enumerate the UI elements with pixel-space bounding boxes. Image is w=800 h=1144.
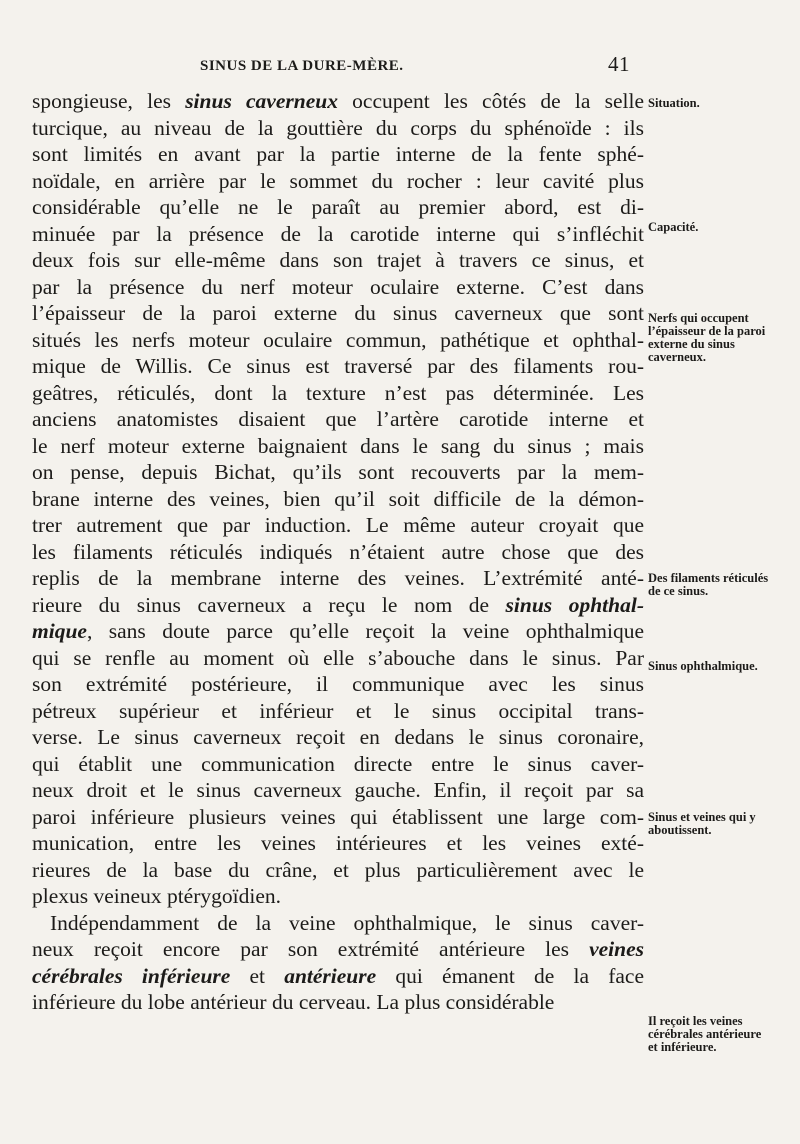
text-run: neux reçoit encore par son extrémité antérieure les xyxy=(32,937,590,961)
text-run: deux fois sur elle-même dans son trajet à travers ce sinus, et xyxy=(32,248,644,272)
text-line xyxy=(32,804,644,831)
text-line xyxy=(32,565,644,592)
text-run: et xyxy=(230,963,285,988)
text-run: minuée par la présence de la carotide interne qui s’infléchit xyxy=(32,221,644,246)
main-text-block xyxy=(32,88,644,1016)
text-line xyxy=(32,300,644,327)
italic-term: antérieure xyxy=(284,963,377,988)
text-line xyxy=(32,698,644,725)
margin-note: Sinus et veines qui y aboutissent. xyxy=(648,810,756,837)
text-line xyxy=(32,751,644,778)
margin-note: Nerfs qui occupent l’épaisseur de la paroi externe du sinus caverneux. xyxy=(648,311,766,364)
text-run: considérable qu’elle ne le paraît au premier abord, est di- xyxy=(32,195,644,219)
text-run: plexus veineux ptérygoïdien. xyxy=(32,884,281,908)
italic-term: cérébrales inférieure xyxy=(32,963,231,988)
text-run: munication, entre les veines intérieures et les veines exté- xyxy=(32,831,644,855)
text-line xyxy=(32,883,644,910)
text-run: on pense, depuis Bichat, qu’ils sont recouverts par la mem- xyxy=(32,460,644,484)
text-line xyxy=(32,671,644,698)
text-line xyxy=(32,910,644,937)
text-line xyxy=(32,539,644,566)
text-line xyxy=(32,353,644,380)
text-run: pétreux supérieur et inférieur et le sinus occipital trans- xyxy=(32,698,644,723)
text-run: verse. Le sinus caverneux reçoit en dedans le sinus coronaire, xyxy=(32,725,644,749)
italic-term: veines xyxy=(589,937,644,961)
margin-note: Des filaments réticulés de ce sinus. xyxy=(648,571,769,598)
text-run: occupent les côtés de la selle xyxy=(337,89,644,113)
page-number: 41 xyxy=(608,52,630,76)
text-run: replis de la membrane interne des veines. L’extrémité anté- xyxy=(32,566,644,590)
text-line xyxy=(32,115,644,142)
margin-note: Situation. xyxy=(648,96,700,110)
margin-note: Sinus ophthalmique. xyxy=(648,659,758,673)
text-run: l’épaisseur de la paroi externe du sinus caverneux que sont xyxy=(32,301,644,325)
italic-term: mique xyxy=(32,619,87,643)
text-line xyxy=(32,486,644,513)
text-line xyxy=(32,936,644,963)
text-line xyxy=(32,433,644,460)
text-line xyxy=(32,724,644,751)
text-run: par la présence du nerf moteur oculaire externe. C’est dans xyxy=(32,274,644,299)
text-run: les filaments réticulés indiqués n’étaient autre chose que des xyxy=(32,539,644,564)
text-run: , sans doute parce qu’elle reçoit la veine ophthalmique xyxy=(86,619,644,643)
text-run: mique de Willis. Ce sinus est traversé par des filaments rou- xyxy=(32,354,644,378)
text-run: brane interne des veines, bien qu’il soit difficile de la démon- xyxy=(32,486,644,511)
text-line xyxy=(32,168,644,195)
text-run: noïdale, en arrière par le sommet du rocher : leur cavité plus xyxy=(32,168,644,193)
text-line xyxy=(32,380,644,407)
text-line xyxy=(32,406,644,433)
text-run: inférieure du lobe antérieur du cerveau. La plus considérable xyxy=(32,990,555,1014)
text-run: son extrémité postérieure, il communique avec les sinus xyxy=(32,672,644,696)
text-line xyxy=(32,592,644,619)
italic-term: sinus ophthal- xyxy=(505,592,644,617)
text-run: sont limités en avant par la partie interne de la fente sphé- xyxy=(32,142,644,166)
text-line xyxy=(32,830,644,857)
text-line xyxy=(32,645,644,672)
text-line xyxy=(32,141,644,168)
text-line xyxy=(32,963,644,990)
text-line xyxy=(32,857,644,884)
text-line xyxy=(32,512,644,539)
text-run: le nerf moteur externe baignaient dans le sang du sinus ; mais xyxy=(32,433,644,458)
text-run: Indépendamment de la veine ophthalmique, le sinus caver- xyxy=(50,910,644,935)
text-run: anciens anatomistes disaient que l’artère carotide interne et xyxy=(32,407,644,431)
text-run: situés les nerfs moteur oculaire commun, pathétique et ophthal- xyxy=(32,327,644,352)
text-line xyxy=(32,88,644,115)
text-line xyxy=(32,989,644,1016)
text-run: neux droit et le sinus caverneux gauche. Enfin, il reçoit par sa xyxy=(32,778,644,802)
text-line xyxy=(32,194,644,221)
text-line xyxy=(32,777,644,804)
text-run: trer autrement que par induction. Le même auteur croyait que xyxy=(32,513,644,537)
margin-note: Il reçoit les veines cérébrales antérieure et inférieure. xyxy=(648,1014,762,1054)
text-run: qui établit une communication directe entre le sinus caver- xyxy=(32,751,644,776)
text-line xyxy=(32,327,644,354)
margin-note: Capacité. xyxy=(648,220,699,234)
text-line xyxy=(32,221,644,248)
text-line xyxy=(32,459,644,486)
text-run: turcique, au niveau de la gouttière du corps du sphénoïde : ils xyxy=(32,115,644,140)
text-run: spongieuse, les xyxy=(32,89,186,113)
text-line xyxy=(32,274,644,301)
text-run: geâtres, réticulés, dont la texture n’est pas déterminée. Les xyxy=(32,380,644,405)
running-title: SINUS DE LA DURE-MÈRE. xyxy=(200,58,404,74)
text-line xyxy=(32,618,644,645)
text-run: qui émanent de la face xyxy=(376,963,644,988)
text-run: rieure du sinus caverneux a reçu le nom de xyxy=(32,592,506,617)
text-run: rieures de la base du crâne, et plus particulièrement avec le xyxy=(32,857,644,882)
text-run: paroi inférieure plusieurs veines qui établissent une large com- xyxy=(32,804,644,829)
italic-term: sinus caverneux xyxy=(185,89,338,113)
text-run: qui se renfle au moment où elle s’abouche dans le sinus. Par xyxy=(32,645,644,670)
text-line xyxy=(32,247,644,274)
